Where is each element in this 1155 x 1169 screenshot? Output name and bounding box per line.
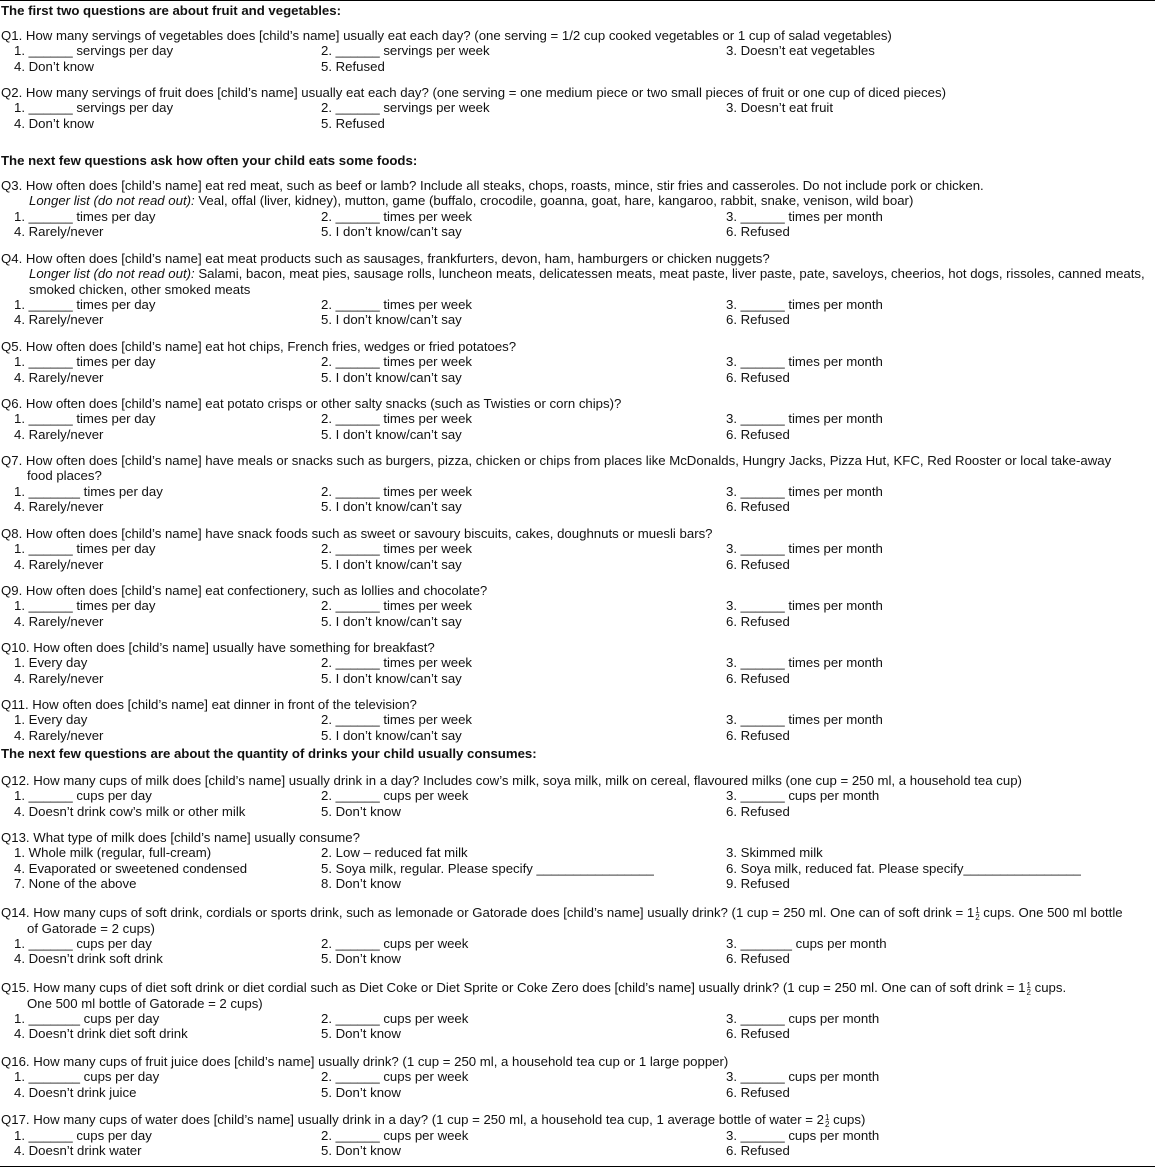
option-row: [1, 43, 1154, 58]
question-text-part: Q14. How many cups of soft drink, cordials or sports drink, such as lemonade or Gatorade does [child’s name] usually drink? (1 cup = 250 ml. One can of soft drink = 1: [1, 905, 975, 920]
option: 6. Soya milk, reduced fat. Please specify________________: [726, 860, 1081, 876]
option: 1. ______ servings per day: [14, 100, 174, 116]
question-text: Q13. What type of milk does [child’s name] usually consume?: [1, 830, 360, 845]
option: 1. ______ times per day: [14, 296, 156, 312]
option-row: [1, 804, 1154, 819]
option: 3. ______ times per month: [726, 598, 883, 614]
option: 1. ______ cups per day: [14, 935, 152, 951]
question-text: Q3. How often does [child’s name] eat red meat, such as beef or lamb? Include all steaks, chops, roasts, mince, stir fries and casseroles. Do not include pork or chicken.: [1, 178, 984, 193]
section-heading-drinks: The next few questions are about the quantity of drinks your child usually consumes:: [1, 746, 537, 761]
option: 4. Doesn’t drink juice: [14, 1084, 137, 1100]
option: 2. ______ times per week: [321, 411, 473, 427]
question-text-line2: food places?: [27, 468, 102, 484]
question-text-line2: of Gatorade = 2 cups): [27, 920, 155, 936]
question-text-part: cups.: [1030, 980, 1067, 995]
option: 2. ______ times per week: [321, 598, 473, 614]
option: 2. ______ cups per week: [321, 1069, 469, 1085]
option: 1. ______ cups per day: [14, 788, 152, 804]
option: 1. ______ times per day: [14, 411, 156, 427]
option: 2. ______ servings per week: [321, 100, 490, 116]
question-text: Q10. How often does [child’s name] usually have something for breakfast?: [1, 640, 435, 655]
question-text: Q5. How often does [child’s name] eat hot chips, French fries, wedges or fried potatoes?: [1, 339, 517, 354]
longer-list-label: Longer list (do not read out):: [29, 266, 195, 282]
option-row: [1, 312, 1154, 327]
question-text-part: Q17. How many cups of water does [child’s name] usually drink in a day? (1 cup = 250 ml, a household tea cup, 1 average bottle of water = 2: [1, 1112, 824, 1127]
option: 5. I don’t know/can’t say: [321, 670, 462, 686]
option: 6. Refused: [726, 613, 790, 629]
question-text-part: cups): [829, 1112, 866, 1127]
option-row: [1, 614, 1154, 629]
option: 6. Refused: [726, 498, 790, 514]
longer-list: [1, 266, 1154, 297]
option: 5. I don’t know/can’t say: [321, 727, 462, 743]
option: 4. Doesn’t drink cow’s milk or other milk: [14, 803, 246, 819]
option: 3. ______ cups per month: [726, 1010, 880, 1026]
option: 6. Refused: [726, 1084, 790, 1100]
option: 2. ______ times per week: [321, 655, 473, 671]
option: 4. Doesn’t drink soft drink: [14, 951, 163, 967]
option: 4. Rarely/never: [14, 369, 104, 385]
option: 4. Rarely/never: [14, 670, 104, 686]
fraction-denominator: 2: [824, 1119, 830, 1129]
option: 1. ______ times per day: [14, 541, 156, 557]
option-row: [1, 861, 1154, 876]
option: 2. ______ times per week: [321, 296, 473, 312]
option: 6. Refused: [726, 1026, 790, 1042]
option: 3. ______ times per month: [726, 208, 883, 224]
option-row: [1, 876, 1154, 891]
question-text: Q8. How often does [child’s name] have snack foods such as sweet or savoury biscuits, cakes, doughnuts or muesli bars?: [1, 526, 713, 541]
option: 4. Rarely/never: [14, 223, 104, 239]
option: 6. Refused: [726, 312, 790, 328]
option: 7. None of the above: [14, 875, 137, 891]
option: 5. I don’t know/can’t say: [321, 426, 462, 442]
option: 6. Refused: [726, 556, 790, 572]
option-row: [1, 655, 1154, 670]
option: 6. Refused: [726, 223, 790, 239]
question-text-part: cups. One 500 ml bottle: [979, 905, 1123, 920]
option: 4. Rarely/never: [14, 556, 104, 572]
option: 5. I don’t know/can’t say: [321, 498, 462, 514]
option: 2. ______ servings per week: [321, 43, 490, 59]
option: 4. Rarely/never: [14, 727, 104, 743]
option-row: [1, 484, 1154, 499]
top-rule: [0, 0, 1155, 1]
section-heading-fruit-veg: The first two questions are about fruit and vegetables:: [1, 3, 341, 18]
question-q10: [1, 640, 1154, 686]
option: 6. Refused: [726, 951, 790, 967]
option: 3. Doesn’t eat fruit: [726, 100, 834, 116]
option: 4. Rarely/never: [14, 498, 104, 514]
option: 1. Every day: [14, 655, 88, 671]
question-q2: [1, 85, 1154, 131]
question-q15: [1, 980, 1154, 1041]
option: 2. ______ times per week: [321, 541, 473, 557]
question-text: Q1. How many servings of vegetables does [child’s name] usually eat each day? (one serving = 1/2 cup cooked vegetables or 1 cup of salad vegetables): [1, 28, 892, 43]
option: 3. ______ times per month: [726, 541, 883, 557]
option: 3. ______ times per month: [726, 712, 883, 728]
option-row: [1, 116, 1154, 131]
option-row: [1, 427, 1154, 442]
option: 6. Refused: [726, 369, 790, 385]
option: 4. Don’t know: [14, 115, 94, 131]
question-q17: [1, 1112, 1154, 1158]
option-row: [1, 1069, 1154, 1084]
question-text-part: Q15. How many cups of diet soft drink or diet cordial such as Diet Coke or Diet Sprite or Coke Zero does [child’s name] usually drink? (1 cup = 250 ml. One can of soft drink = 1: [1, 980, 1026, 995]
option-row: [1, 728, 1154, 743]
question-text: Q16. How many cups of fruit juice does [child’s name] usually drink? (1 cup = 250 ml, a household tea cup or 1 large popper): [1, 1054, 729, 1069]
option-row: [1, 100, 1154, 115]
option: 2. ______ cups per week: [321, 1127, 469, 1143]
option: 5. Soya milk, regular. Please specify ________________: [321, 860, 654, 876]
option-row: [1, 671, 1154, 686]
question-text: [1, 1112, 1154, 1128]
option: 1. _______ cups per day: [14, 1010, 160, 1026]
option-row: [1, 845, 1154, 860]
option-row: [1, 297, 1154, 312]
option: 6. Refused: [726, 1142, 790, 1158]
option: 2. Low – reduced fat milk: [321, 845, 468, 861]
option-row: [1, 951, 1154, 966]
option-row: [1, 598, 1154, 613]
option: 4. Doesn’t drink water: [14, 1142, 142, 1158]
option-row: [1, 224, 1154, 239]
question-q8: [1, 526, 1154, 572]
question-q4: [1, 251, 1154, 327]
option: 1. ______ times per day: [14, 354, 156, 370]
option: 5. Don’t know: [321, 1084, 401, 1100]
option: 5. I don’t know/can’t say: [321, 223, 462, 239]
option: 6. Refused: [726, 727, 790, 743]
option-row: [1, 411, 1154, 426]
option: 1. _______ cups per day: [14, 1069, 160, 1085]
option-row: [1, 1085, 1154, 1100]
option: 3. ______ times per month: [726, 411, 883, 427]
option-row: [1, 354, 1154, 369]
question-text: [1, 453, 1154, 484]
option-row: [1, 499, 1154, 514]
option: 4. Evaporated or sweetened condensed: [14, 860, 248, 876]
option: 2. ______ times per week: [321, 354, 473, 370]
option: 3. ______ cups per month: [726, 1069, 880, 1085]
option: 4. Don’t know: [14, 58, 94, 74]
option: 1. _______ times per day: [14, 483, 163, 499]
question-q3: [1, 178, 1154, 239]
longer-list: [1, 193, 1154, 208]
option: 2. ______ times per week: [321, 712, 473, 728]
fraction-numerator: 1: [1026, 980, 1031, 990]
bottom-rule: [0, 1166, 1155, 1167]
fraction-numerator: 1: [824, 1112, 830, 1122]
option-row: [1, 1026, 1154, 1041]
option-row: [1, 936, 1154, 951]
question-q5: [1, 339, 1154, 385]
option-row: [1, 712, 1154, 727]
option: 3. ______ cups per month: [726, 1127, 880, 1143]
option: 4. Rarely/never: [14, 426, 104, 442]
option: 1. Whole milk (regular, full-cream): [14, 845, 212, 861]
question-q1: [1, 28, 1154, 74]
option: 3. _______ cups per month: [726, 935, 887, 951]
question-q14: [1, 905, 1154, 966]
question-text-line2: One 500 ml bottle of Gatorade = 2 cups): [27, 995, 263, 1011]
question-q6: [1, 396, 1154, 442]
option-row: [1, 370, 1154, 385]
question-q9: [1, 583, 1154, 629]
option: 5. I don’t know/can’t say: [321, 613, 462, 629]
option: 2. ______ times per week: [321, 208, 473, 224]
question-text: Q12. How many cups of milk does [child’s name] usually drink in a day? Includes cow’s milk, soya milk, milk on cereal, flavoured milks (one cup = 250 ml, a household tea cup): [1, 773, 1022, 788]
option: 4. Doesn’t drink diet soft drink: [14, 1026, 188, 1042]
option: 3. ______ times per month: [726, 483, 883, 499]
option: 2. ______ cups per week: [321, 1010, 469, 1026]
question-text: Q11. How often does [child’s name] eat dinner in front of the television?: [1, 697, 417, 712]
option: 5. Don’t know: [321, 1026, 401, 1042]
question-q12: [1, 773, 1154, 819]
question-text: Q9. How often does [child’s name] eat confectionery, such as lollies and chocolate?: [1, 583, 488, 598]
option: 5. Refused: [321, 58, 385, 74]
option-row: [1, 1128, 1154, 1143]
option: 6. Refused: [726, 426, 790, 442]
question-text-line1: Q7. How often does [child’s name] have meals or snacks such as burgers, pizza, chicken or chips from places like McDonalds, Hungry Jacks, Pizza Hut, KFC, Red Rooster or local take-away: [1, 453, 1112, 468]
option: 1. Every day: [14, 712, 88, 728]
option: 3. ______ times per month: [726, 354, 883, 370]
question-q16: [1, 1054, 1154, 1100]
option: 1. ______ times per day: [14, 208, 156, 224]
option: 6. Refused: [726, 670, 790, 686]
option: 3. Skimmed milk: [726, 845, 823, 861]
option-row: [1, 541, 1154, 556]
option: 3. Doesn’t eat vegetables: [726, 43, 875, 59]
option: 5. Don’t know: [321, 1142, 401, 1158]
question-q13: [1, 830, 1154, 891]
option: 5. I don’t know/can’t say: [321, 369, 462, 385]
question-text: [1, 980, 1154, 1011]
question-text: Q4. How often does [child’s name] eat meat products such as sausages, frankfurters, devon, ham, hamburgers or chicken nuggets?: [1, 251, 770, 266]
option: 5. Don’t know: [321, 803, 401, 819]
option: 5. Refused: [321, 115, 385, 131]
longer-list-text: Salami, bacon, meat pies, sausage rolls, luncheon meats, delicatessen meats, meat paste, liver paste, pate, saveloys, cheerios, hot dogs, rissoles, canned meats, smoked chicken, other smoked meats: [29, 266, 1145, 297]
option: 6. Refused: [726, 803, 790, 819]
question-q7: [1, 453, 1154, 514]
option-row: [1, 1011, 1154, 1026]
option: 2. ______ times per week: [321, 483, 473, 499]
option: 8. Don’t know: [321, 875, 401, 891]
question-q11: [1, 697, 1154, 743]
option: 5. Don’t know: [321, 951, 401, 967]
question-text: [1, 905, 1154, 936]
option: 5. I don’t know/can’t say: [321, 556, 462, 572]
option: 3. ______ times per month: [726, 296, 883, 312]
option: 1. ______ cups per day: [14, 1127, 152, 1143]
option-row: [1, 1143, 1154, 1158]
question-text: Q6. How often does [child’s name] eat potato crisps or other salty snacks (such as Twisties or corn chips)?: [1, 396, 622, 411]
fraction-denominator: 2: [975, 912, 980, 922]
longer-list-text: Veal, offal (liver, kidney), mutton, game (buffalo, crocodile, goanna, goat, hare, kangaroo, rabbit, snake, venison, wild boar): [194, 193, 914, 209]
fraction-denominator: 2: [1026, 987, 1031, 997]
section-heading-foods: The next few questions ask how often your child eats some foods:: [1, 153, 418, 168]
option: 2. ______ cups per week: [321, 788, 469, 804]
option: 4. Rarely/never: [14, 613, 104, 629]
option-row: [1, 59, 1154, 74]
option: 1. ______ servings per day: [14, 43, 174, 59]
option: 1. ______ times per day: [14, 598, 156, 614]
option-row: [1, 209, 1154, 224]
question-text: Q2. How many servings of fruit does [child’s name] usually eat each day? (one serving = one medium piece or two small pieces of fruit or one cup of diced pieces): [1, 85, 946, 100]
option: 9. Refused: [726, 875, 790, 891]
fraction-numerator: 1: [975, 905, 980, 915]
option: 5. I don’t know/can’t say: [321, 312, 462, 328]
longer-list-label: Longer list (do not read out):: [29, 193, 195, 209]
option-row: [1, 557, 1154, 572]
option: 3. ______ times per month: [726, 655, 883, 671]
option: 4. Rarely/never: [14, 312, 104, 328]
option: 3. ______ cups per month: [726, 788, 880, 804]
option: 2. ______ cups per week: [321, 935, 469, 951]
option-row: [1, 788, 1154, 803]
